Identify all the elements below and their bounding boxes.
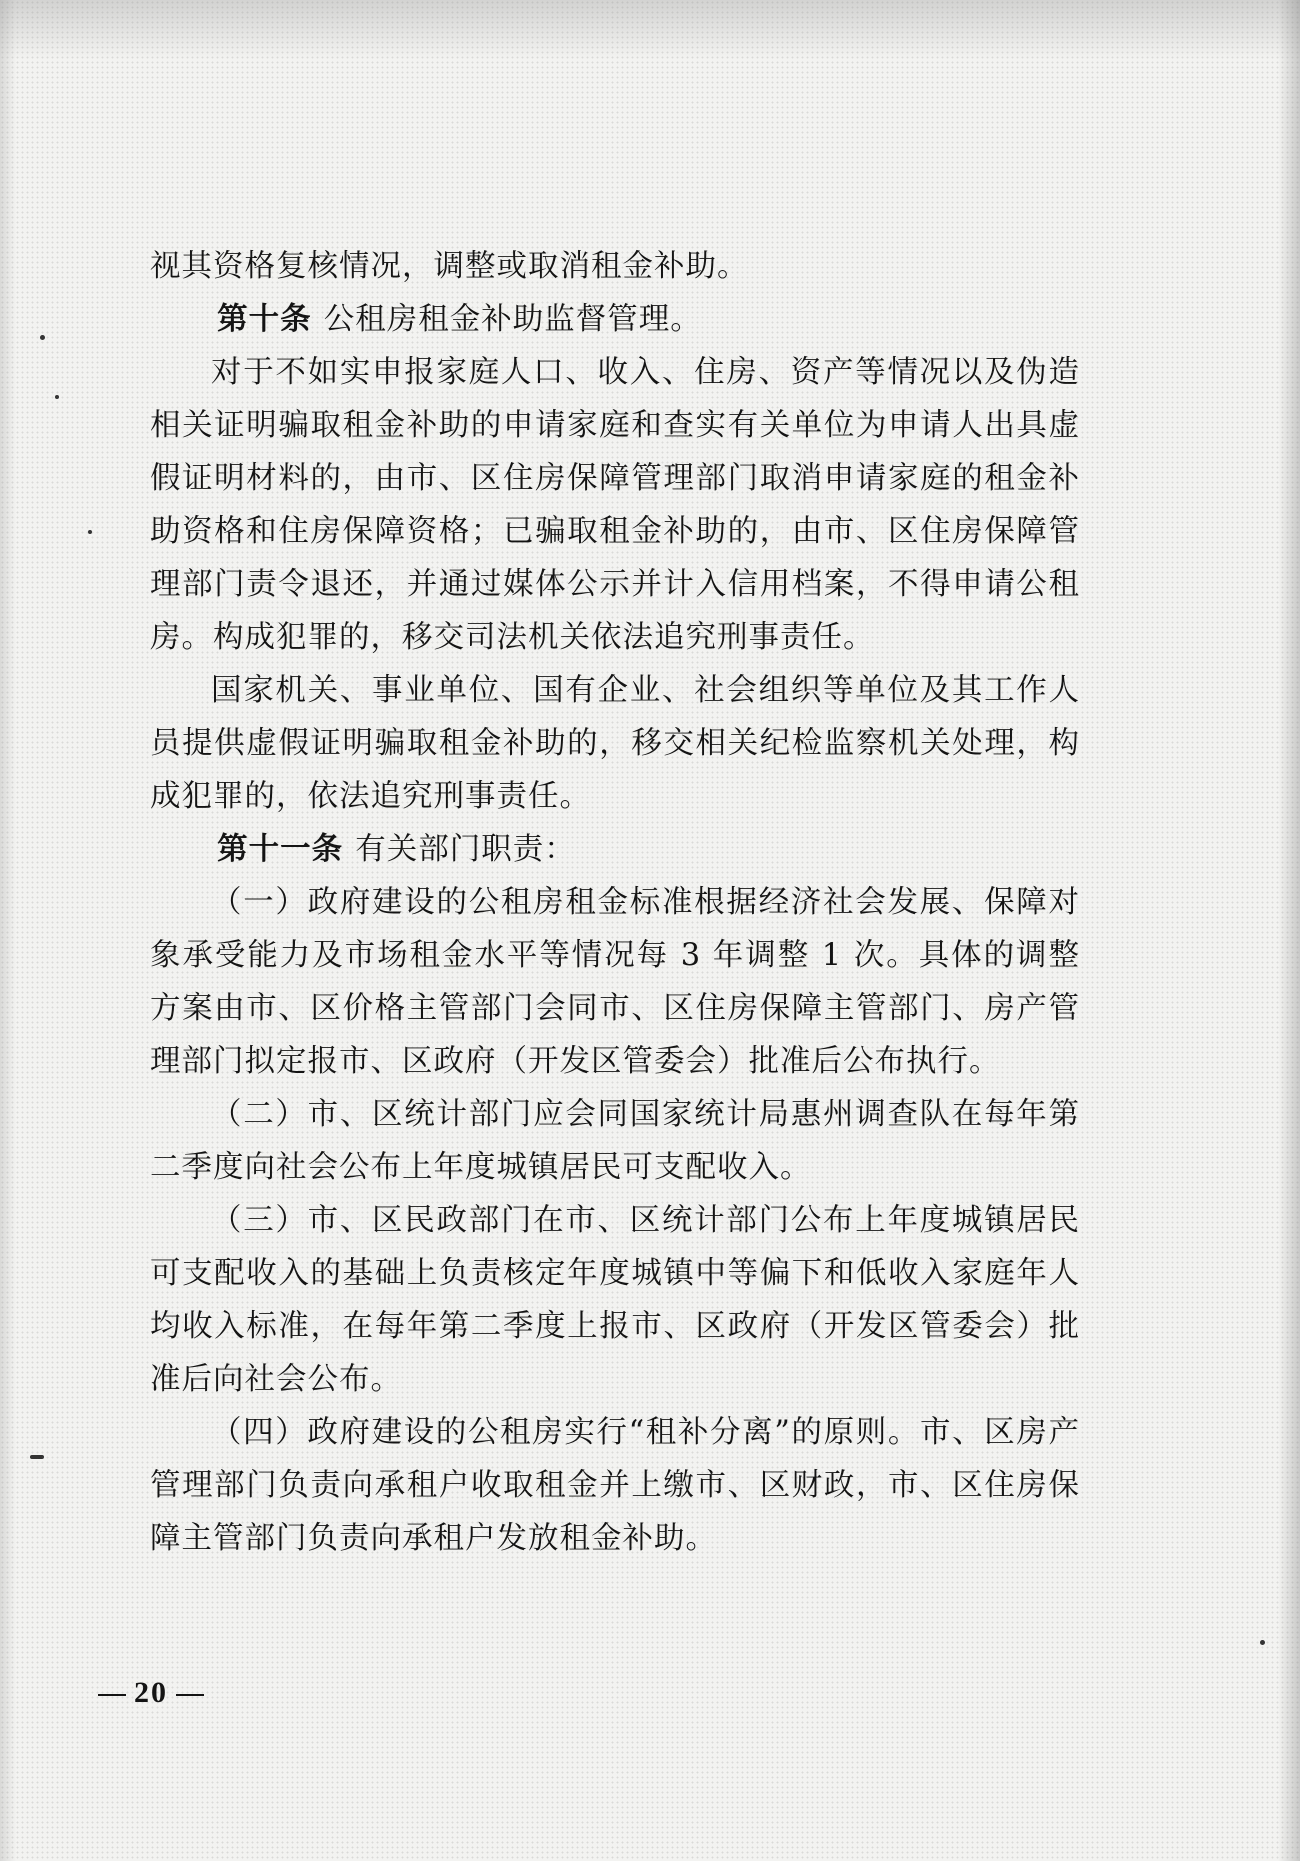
article-10-heading [150, 293, 1080, 346]
scan-shadow-right [1278, 0, 1300, 1861]
page-number: 20 [134, 1676, 168, 1709]
paragraph-item-3: （三）市、区民政部门在市、区统计部门公布上年度城镇居民可支配收入的基础上负责核定年度城镇中等偏下和低收入家庭年人均收入标准，在每年第二季度上报市、区政府（开发区管委会）批准后向社会公布。 [150, 1203, 1080, 1397]
scan-speck [30, 1455, 44, 1459]
paragraph-item-1: （一）政府建设的公租房租金标准根据经济社会发展、保障对象承受能力及市场租金水平等情况每 3 年调整 1 次。具体的调整方案由市、区价格主管部门会同市、区住房保障主管部门、房产管理部门拟定报市、区政府（开发区管委会）批准后公布执行。 [150, 885, 1080, 1079]
page-number-dash-right [176, 1694, 204, 1696]
page-number-footer [90, 1676, 212, 1710]
scan-speck [55, 395, 59, 399]
article-11-heading [150, 823, 1080, 876]
article-11-label: 第十一条 [217, 831, 344, 867]
article-10-title: 公租房租金补助监督管理。 [323, 302, 702, 337]
scan-shadow-top [0, 0, 1300, 60]
paragraph-item-4: （四）政府建设的公租房实行“租补分离”的原则。市、区房产管理部门负责向承租户收取租金并上缴市、区财政，市、区住房保障主管部门负责向承租户发放租金补助。 [150, 1415, 1080, 1556]
page-number-dash-left [98, 1694, 126, 1696]
scan-speck [40, 335, 45, 340]
paragraph-fraud-penalty: 对于不如实申报家庭人口、收入、住房、资产等情况以及伪造相关证明骗取租金补助的申请家庭和查实有关单位为申请人出具虚假证明材料的，由市、区住房保障管理部门取消申请家庭的租金补助资格和住房保障资格；已骗取租金补助的，由市、区住房保障管理部门责令退还，并通过媒体公示并计入信用档案，不得申请公租房。构成犯罪的，移交司法机关依法追究刑事责任。 [150, 355, 1080, 655]
scan-speck [88, 530, 92, 534]
article-11-title: 有关部门职责： [355, 832, 576, 867]
paragraph-institution-penalty: 国家机关、事业单位、国有企业、社会组织等单位及其工作人员提供虚假证明骗取租金补助的，移交相关纪检监察机关处理，构成犯罪的，依法追究刑事责任。 [150, 673, 1080, 814]
paragraph-continuation: 视其资格复核情况，调整或取消租金补助。 [150, 249, 749, 284]
scan-speck [1260, 1640, 1265, 1645]
article-10-label: 第十条 [217, 301, 312, 337]
scan-shadow-left [0, 0, 16, 1861]
document-body [150, 240, 1080, 1565]
paragraph-item-2: （二）市、区统计部门应会同国家统计局惠州调查队在每年第二季度向社会公布上年度城镇居民可支配收入。 [150, 1097, 1080, 1185]
